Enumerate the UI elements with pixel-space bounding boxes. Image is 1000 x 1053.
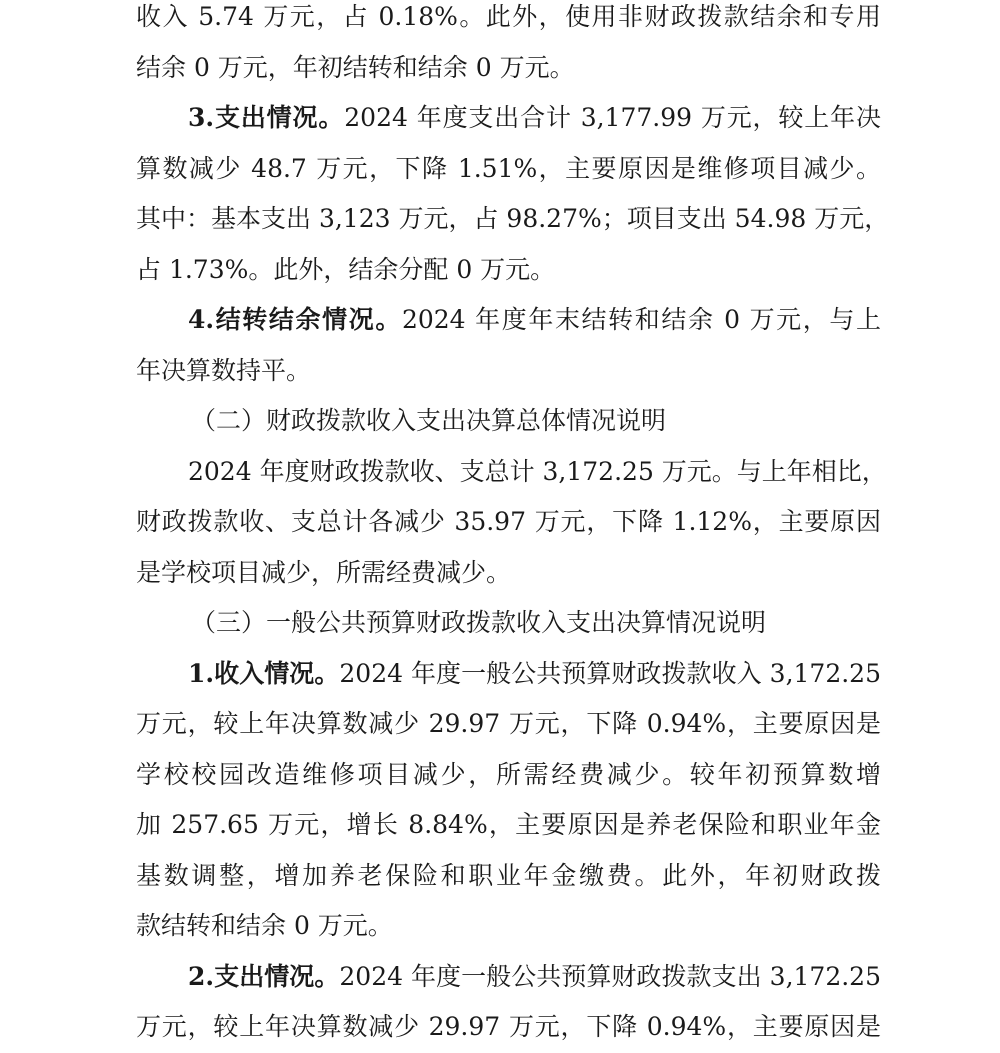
text-line: 万元，较上年决算数减少 29.97 万元，下降 0.94%，主要原因是	[136, 709, 881, 738]
text-run: 2024 年度年末结转和结余 0 万元，与上	[401, 305, 882, 334]
paragraph-income-tail	[136, 0, 881, 93]
text-line: 算数减少 48.7 万元，下降 1.51%，主要原因是维修项目减少。	[136, 153, 881, 183]
text-line: 加 257.65 万元，增长 8.84%，主要原因是养老保险和职业年金	[136, 810, 881, 839]
text-run: 2024 年度一般公共预算财政拨款收入 3,172.25	[339, 658, 881, 688]
text-line: 基数调整，增加养老保险和职业年金缴费。此外，年初财政拨	[136, 860, 881, 890]
text-line: 是学校项目减少，所需经费减少。	[136, 557, 512, 587]
paragraph-public-expenditure	[136, 952, 881, 1053]
text-line	[136, 649, 881, 700]
text-line: 万元，较上年决算数减少 29.97 万元，下降 0.94%，主要原因是	[136, 1012, 881, 1041]
text-line: 收入 5.74 万元，占 0.18%。此外，使用非财政拨款结余和专用	[136, 2, 881, 31]
paragraph-heading: 2.支出情况。	[188, 961, 340, 991]
text-line: 财政拨款收、支总计各减少 35.97 万元，下降 1.12%，主要原因	[136, 507, 881, 536]
text-line: 款结转和结余 0 万元。	[136, 911, 393, 940]
document-page	[136, 0, 890, 1053]
text-run: 2024 年度支出合计 3,177.99 万元，较上年决	[344, 103, 881, 132]
section-title: （二）财政拨款收入支出决算总体情况说明	[191, 406, 667, 435]
paragraph-public-income	[136, 649, 881, 952]
text-line	[136, 952, 881, 1003]
paragraph-expenditure	[136, 93, 890, 295]
section-title: （三）一般公共预算财政拨款收入支出决算情况说明	[191, 608, 767, 637]
text-line: 学校校园改造维修项目减少，所需经费减少。较年初预算数增	[136, 759, 881, 789]
text-line: 结余 0 万元，年初结转和结余 0 万元。	[136, 52, 575, 82]
text-line	[136, 295, 881, 346]
text-line: 2024 年度财政拨款收、支总计 3,172.25 万元。与上年相比，	[188, 456, 887, 486]
text-line: 其中：基本支出 3,123 万元，占 98.27%；项目支出 54.98 万元，	[136, 204, 890, 233]
paragraph-heading: 3.支出情况。	[188, 103, 345, 132]
paragraph-heading: 1.收入情况。	[188, 658, 340, 688]
text-run: 2024 年度一般公共预算财政拨款支出 3,172.25	[339, 961, 881, 991]
paragraph-fiscal-overview	[136, 447, 887, 599]
text-line: 年决算数持平。	[136, 355, 312, 385]
paragraph-heading: 4.结转结余情况。	[188, 305, 402, 334]
text-line	[136, 93, 881, 144]
text-line: 占 1.73%。此外，结余分配 0 万元。	[136, 254, 556, 284]
paragraph-carryover	[136, 295, 881, 396]
